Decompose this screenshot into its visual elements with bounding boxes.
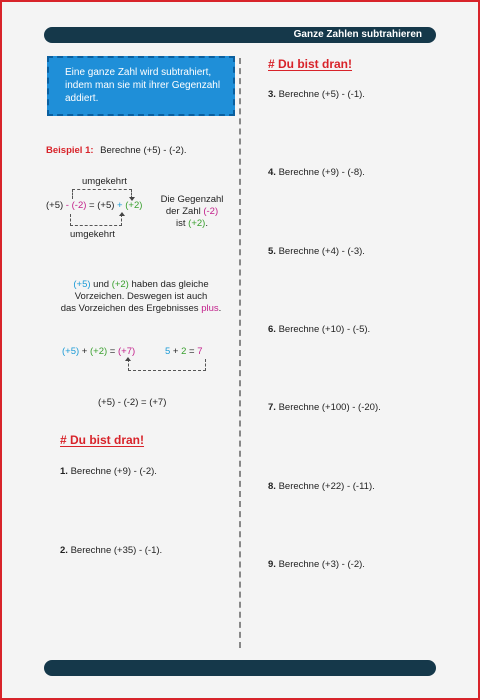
task-7: 7. Berechne (+100) - (-20).	[268, 402, 381, 413]
top-bracket	[72, 189, 132, 199]
footer-bar	[44, 660, 436, 676]
example-heading	[46, 145, 187, 157]
umgekehrt-top: umgekehrt	[82, 176, 127, 187]
task-5: 5. Berechne (+4) - (-3).	[268, 246, 365, 257]
sum-equation: (+5) + (+2) = (+7)	[62, 346, 136, 357]
rule-text: Eine ganze Zahl wird subtrahiert, indem man sie mit ihrer Gegenzahl addiert.	[65, 67, 221, 104]
task-3: 3. Berechne (+5) - (-1).	[268, 89, 365, 100]
arrow-up-icon	[119, 212, 125, 216]
task-8: 8. Berechne (+22) - (-11).	[268, 481, 375, 492]
task-1: 1. Berechne (+9) - (-2).	[60, 466, 157, 477]
example-label: Beispiel 1:	[46, 145, 94, 156]
gegenzahl-note: Die Gegenzahl der Zahl (-2) ist (+2).	[160, 194, 224, 229]
column-divider	[239, 58, 241, 648]
transform-equation: (+5) - (-2) = (+5) + (+2)	[46, 200, 143, 211]
task-9: 9. Berechne (+3) - (-2).	[268, 559, 365, 570]
header-bar	[44, 27, 436, 43]
right-section-heading: # Du bist dran!	[268, 57, 353, 71]
sum-bracket	[128, 359, 206, 371]
umgekehrt-bottom: umgekehrt	[70, 229, 115, 240]
left-section-heading: # Du bist dran!	[60, 433, 145, 447]
arrow-up-icon	[125, 357, 131, 361]
task-6: 6. Berechne (+10) - (-5).	[268, 324, 371, 335]
bottom-bracket	[70, 214, 122, 226]
rule-box	[47, 56, 235, 116]
page-title: Ganze Zahlen subtrahieren	[293, 29, 422, 40]
example-result: (+5) - (-2) = (+7)	[98, 397, 167, 408]
task-2: 2. Berechne (+35) - (-1).	[60, 545, 163, 556]
example-task: Berechne (+5) - (-2).	[100, 145, 187, 156]
task-4: 4. Berechne (+9) - (-8).	[268, 167, 365, 178]
sum-short: 5 + 2 = 7	[165, 346, 203, 357]
sign-explanation: (+5) und (+2) haben das gleiche Vorzeichen. Deswegen ist auch das Vorzeichen des Ergebnisses plus.	[60, 279, 222, 314]
